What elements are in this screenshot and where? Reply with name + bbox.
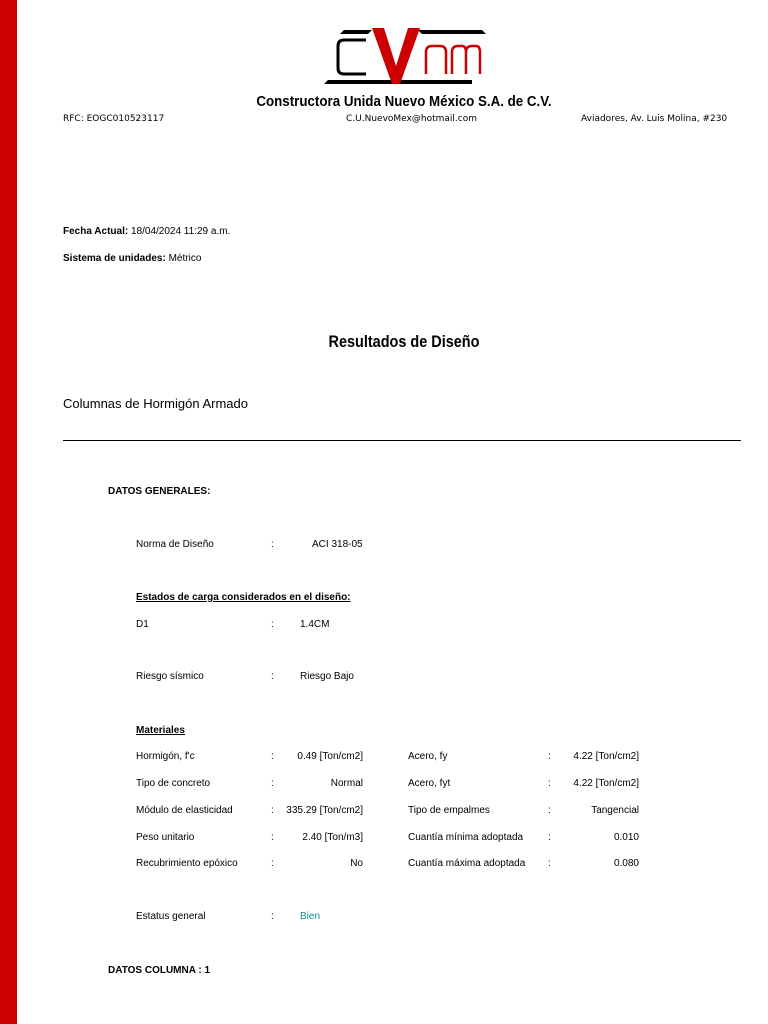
colon: : (548, 778, 551, 789)
colon: : (271, 832, 274, 843)
materiales-heading: Materiales (136, 725, 185, 736)
section-subtitle: Columnas de Hormigón Armado (63, 396, 248, 411)
page-title: Resultados de Diseño (328, 332, 480, 351)
address-text: Aviadores, Av. Luis Molina, #230 (581, 114, 728, 124)
fecha-value: 18/04/2024 11:29 a.m. (130, 226, 231, 237)
colon: : (271, 671, 274, 682)
sistema-value: Métrico (168, 253, 202, 264)
datos-columna-heading: DATOS COLUMNA : 1 (108, 965, 211, 976)
mat-right-value: 4.22 [Ton/cm2] (573, 751, 639, 762)
estatus-label: Estatus general (136, 911, 206, 922)
d1-label: D1 (136, 619, 149, 630)
mat-right-label: Cuantía máxima adoptada (408, 858, 526, 869)
estados-heading: Estados de carga considerados en el diseño: (136, 592, 351, 603)
rfc-text: RFC: EOGC010523117 (63, 114, 165, 124)
colon: : (271, 751, 274, 762)
fecha-row (63, 226, 230, 237)
colon: : (271, 911, 274, 922)
mat-right-label: Tipo de empalmes (408, 805, 490, 816)
mat-left-label: Módulo de elasticidad (136, 805, 233, 816)
mat-right-value: 4.22 [Ton/cm2] (573, 778, 639, 789)
mat-left-value: Normal (330, 778, 363, 789)
left-red-bar (0, 0, 17, 1024)
d1-value: 1.4CM (300, 619, 330, 630)
fecha-label: Fecha Actual: (63, 226, 129, 237)
colon: : (548, 751, 551, 762)
sistema-row (63, 253, 201, 264)
estatus-value: Bien (300, 911, 321, 922)
mat-left-label: Hormigón, f'c (136, 751, 195, 762)
colon: : (271, 778, 274, 789)
colon: : (271, 858, 274, 869)
mat-left-label: Recubrimiento epóxico (136, 858, 238, 869)
colon: : (548, 832, 551, 843)
mat-left-label: Tipo de concreto (136, 778, 211, 789)
company-logo (322, 26, 490, 88)
riesgo-value: Riesgo Bajo (300, 671, 354, 682)
colon: : (271, 805, 274, 816)
mat-left-value: 2.40 [Ton/m3] (302, 832, 363, 843)
mat-right-label: Cuantía mínima adoptada (408, 832, 524, 843)
mat-left-label: Peso unitario (136, 832, 195, 843)
mat-left-value: 335.29 [Ton/cm2] (286, 805, 363, 816)
email-text: C.U.NuevoMex@hotmail.com (346, 114, 477, 124)
colon: : (548, 858, 551, 869)
norma-label: Norma de Diseño (136, 539, 214, 550)
colon: : (548, 805, 551, 816)
company-name: Constructora Unida Nuevo México S.A. de C.V. (256, 94, 552, 110)
divider (63, 440, 741, 441)
colon: : (271, 539, 274, 550)
datos-generales-heading: DATOS GENERALES: (108, 486, 211, 497)
mat-right-value: Tangencial (591, 805, 639, 816)
mat-left-value: No (350, 858, 363, 869)
sistema-label: Sistema de unidades: (63, 253, 166, 264)
mat-right-value: 0.010 (613, 832, 639, 843)
colon: : (271, 619, 274, 630)
mat-right-label: Acero, fy (408, 751, 448, 762)
mat-right-label: Acero, fyt (408, 778, 451, 789)
riesgo-label: Riesgo sísmico (136, 671, 204, 682)
mat-left-value: 0.49 [Ton/cm2] (297, 751, 363, 762)
mat-right-value: 0.080 (613, 858, 639, 869)
norma-value: ACI 318-05 (312, 539, 363, 550)
